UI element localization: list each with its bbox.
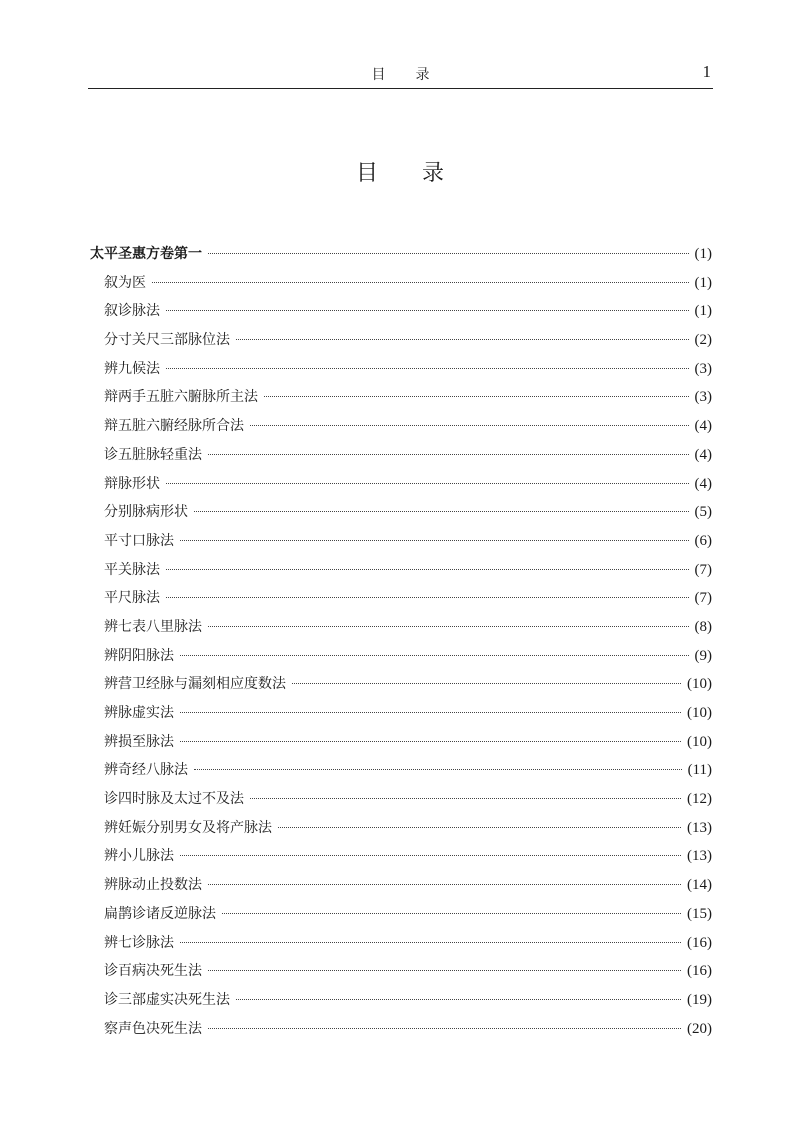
dot-leader (222, 913, 681, 914)
toc-entry[interactable] (90, 673, 712, 702)
dot-leader (166, 569, 689, 570)
toc-entry[interactable] (90, 358, 712, 387)
toc-entry[interactable] (90, 960, 712, 989)
toc-entry-title: 诊三部虚实决死生法 (104, 991, 230, 1008)
toc-entry-page: (1) (694, 246, 712, 262)
dot-leader (180, 540, 689, 541)
toc-entry[interactable] (90, 788, 712, 817)
toc-entry-page: (4) (694, 475, 712, 492)
toc-entry-title: 辨奇经八脉法 (104, 762, 188, 779)
toc-entry-page: (16) (687, 963, 712, 980)
toc-entry-title: 叙诊脉法 (104, 303, 160, 320)
dot-leader (264, 396, 689, 397)
toc-entry-page: (9) (694, 647, 712, 664)
toc-entry[interactable] (90, 731, 712, 760)
toc-entry-page: (1) (694, 303, 712, 320)
toc-entry[interactable] (90, 759, 712, 788)
toc-entry[interactable] (90, 300, 712, 329)
toc-entry-title: 分寸关尺三部脉位法 (104, 332, 230, 349)
toc-entry[interactable] (90, 473, 712, 502)
toc-entry-page: (10) (687, 676, 712, 693)
toc-entry-title: 辨九候法 (104, 360, 160, 377)
dot-leader (180, 712, 681, 713)
dot-leader (208, 454, 689, 455)
dot-leader (166, 597, 689, 598)
toc-entry[interactable] (90, 817, 712, 846)
toc-entry[interactable] (90, 1018, 712, 1047)
toc-entry-page: (3) (694, 389, 712, 406)
toc-entry[interactable] (90, 989, 712, 1018)
toc-entry-page: (19) (687, 991, 712, 1008)
toc-entry-title: 辨脉动止投数法 (104, 877, 202, 894)
toc-entry-page: (8) (694, 618, 712, 635)
toc-entry-title: 诊百病决死生法 (104, 963, 202, 980)
toc-entry[interactable] (90, 415, 712, 444)
dot-leader (180, 741, 681, 742)
toc-entry[interactable] (90, 932, 712, 961)
toc-entry-page: (13) (687, 819, 712, 836)
dot-leader (208, 253, 689, 254)
toc-entry[interactable] (90, 616, 712, 645)
toc-entry[interactable] (90, 587, 712, 616)
toc-entry-title: 辩两手五脏六腑脉所主法 (104, 389, 258, 406)
toc-chapter-entry[interactable] (90, 243, 712, 272)
toc-entry[interactable] (90, 559, 712, 588)
dot-leader (194, 511, 689, 512)
toc-entry-title: 诊五脏脉轻重法 (104, 446, 202, 463)
toc-entry[interactable] (90, 272, 712, 301)
toc-entry-page: (15) (687, 905, 712, 922)
toc-entry[interactable] (90, 874, 712, 903)
toc-entry-page: (10) (687, 705, 712, 721)
toc-entry-page: (7) (694, 590, 712, 607)
dot-leader (236, 999, 681, 1000)
toc-entry-page: (7) (694, 561, 712, 578)
toc-entry-page: (10) (687, 733, 712, 750)
toc-entry-page: (4) (694, 418, 712, 435)
page-title: 目录 (355, 161, 488, 186)
toc-entry-page: (2) (694, 332, 712, 349)
running-header (88, 60, 713, 89)
toc-entry-title: 平关脉法 (104, 561, 160, 578)
dot-leader (152, 282, 689, 283)
toc-entry-title: 辨营卫经脉与漏刻相应度数法 (104, 676, 286, 693)
dot-leader (208, 626, 689, 627)
toc-entry[interactable] (90, 386, 712, 415)
toc-entry[interactable] (90, 702, 712, 731)
dot-leader (208, 970, 681, 971)
dot-leader (292, 683, 681, 684)
toc-entry-title: 辩脉形状 (104, 475, 160, 492)
toc-entry-title: 平尺脉法 (104, 590, 160, 607)
toc-entry-page: (11) (687, 762, 712, 779)
toc-entry-title: 叙为医 (104, 274, 146, 291)
running-title: 目录 (371, 67, 460, 83)
dot-leader (180, 942, 681, 943)
dot-leader (208, 884, 681, 885)
toc-entry-title: 辨小儿脉法 (104, 848, 174, 865)
dot-leader (250, 798, 681, 799)
toc-entry-title: 太平圣惠方卷第一 (90, 246, 202, 262)
toc-entry[interactable] (90, 329, 712, 358)
toc-entry[interactable] (90, 444, 712, 473)
toc-entry[interactable] (90, 530, 712, 559)
toc-entry-page: (1) (694, 274, 712, 291)
dot-leader (166, 483, 689, 484)
toc-entry-title: 平寸口脉法 (104, 532, 174, 549)
dot-leader (208, 1028, 681, 1029)
toc-entry[interactable] (90, 645, 712, 674)
toc-entry[interactable] (90, 501, 712, 530)
toc-entry-page: (6) (694, 532, 712, 549)
toc-entry-page: (14) (687, 877, 712, 894)
toc-entry[interactable] (90, 903, 712, 932)
toc-entry-title: 扁鹊诊诸反逆脉法 (104, 905, 216, 922)
dot-leader (180, 655, 689, 656)
toc-entry-title: 察声色决死生法 (104, 1020, 202, 1037)
dot-leader (250, 425, 689, 426)
dot-leader (180, 855, 681, 856)
toc-entry-page: (5) (694, 504, 712, 521)
dot-leader (236, 339, 689, 340)
toc-entry-page: (3) (694, 360, 712, 377)
toc-entry-title: 诊四时脉及太过不及法 (104, 791, 244, 808)
toc-entry-title: 辨七诊脉法 (104, 934, 174, 951)
toc-entry-title: 分别脉病形状 (104, 504, 188, 521)
dot-leader (278, 827, 681, 828)
toc-entry-page: (12) (687, 791, 712, 808)
table-of-contents (90, 243, 712, 1046)
toc-entry[interactable] (90, 845, 712, 874)
toc-entry-page: (20) (687, 1020, 712, 1037)
dot-leader (194, 769, 682, 770)
toc-entry-page: (4) (694, 446, 712, 463)
toc-entry-title: 辨损至脉法 (104, 733, 174, 750)
page-number: 1 (702, 62, 711, 81)
toc-entry-title: 辨阴阳脉法 (104, 647, 174, 664)
toc-entry-page: (13) (687, 848, 712, 865)
dot-leader (166, 310, 689, 311)
toc-entry-title: 辩五脏六腑经脉所合法 (104, 418, 244, 435)
toc-entry-title: 辨七表八里脉法 (104, 618, 202, 635)
toc-entry-page: (16) (687, 934, 712, 951)
toc-entry-title: 辨妊娠分别男女及将产脉法 (104, 819, 272, 836)
dot-leader (166, 368, 689, 369)
toc-entry-title: 辨脉虚实法 (104, 705, 174, 721)
